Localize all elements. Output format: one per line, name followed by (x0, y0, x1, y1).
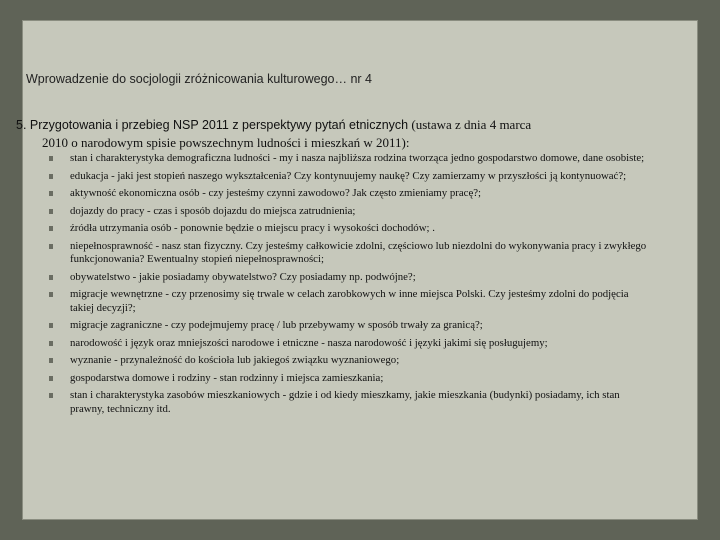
list-item-text: źródła utrzymania osób - ponownie będzie o miejscu pracy i wysokości dochodów; . (70, 222, 435, 234)
census-topics-list (48, 152, 654, 420)
list-item (48, 288, 654, 315)
list-item-text: gospodarstwa domowe i rodziny - stan rodzinny i miejsca zamieszkania; (70, 371, 384, 384)
list-item (48, 170, 654, 184)
list-item (48, 205, 654, 219)
bullet-square-icon (49, 156, 53, 161)
list-item (48, 389, 654, 416)
list-item-text: edukacja - jaki jest stopień naszego wykształcenia? Czy kontynuujemy naukę? Czy zamierzamy w przyszłości ją kontynuować?; (70, 169, 627, 182)
list-item-text: migracje zagraniczne - czy podejmujemy pracę / lub przebywamy w sposób trwały za granicą?; (70, 319, 483, 331)
list-item-text: migracje wewnętrzne - czy przenosimy się trwale w celach zarobkowych w inne miejsca Polski. Czy jesteśmy zdolni do podjęcia takiej decyzji?; (70, 288, 629, 314)
bullet-square-icon (49, 323, 53, 328)
list-item-text: niepełnosprawność - nasz stan fizyczny. Czy jesteśmy całkowicie zdolni, częściowo lub niezdolni do wykonywania pracy i zwykłego funkcjonowania? Ewentualny stopień niepełnosprawności; (70, 239, 647, 265)
bullet-square-icon (49, 358, 53, 363)
section-title (16, 116, 656, 151)
list-item (48, 222, 654, 236)
list-item (48, 187, 654, 201)
bullet-square-icon (49, 244, 53, 249)
list-item (48, 337, 654, 351)
list-item-text: stan i charakterystyka zasobów mieszkaniowych - gdzie i od kiedy mieszkamy, jakie mieszkania (budynki) posiadamy, ich stan prawny, techniczny itd. (70, 389, 620, 415)
list-item (48, 354, 654, 368)
list-item-text: stan i charakterystyka demograficzna ludności - my i nasza najbliższa rodzina tworząca jedno gospodarstwo domowe, dane osobiste; (70, 152, 645, 164)
list-item-text: narodowość i język oraz mniejszości narodowe i etniczne - nasza narodowość i języki jakimi się posługujemy; (70, 336, 548, 349)
list-item-text: aktywność ekonomiczna osób - czy jesteśmy czynni zawodowo? Jak często zmieniamy pracę?; (70, 187, 482, 199)
bullet-square-icon (49, 226, 53, 231)
section-title-law-2: 2010 o narodowym spisie powszechnym ludności i mieszkań w 2011): (42, 135, 410, 150)
list-item (48, 152, 654, 166)
list-item (48, 372, 654, 386)
bullet-square-icon (49, 376, 53, 381)
section-title-main: 5. Przygotowania i przebieg NSP 2011 z perspektywy pytań etnicznych (16, 118, 409, 132)
slide-header: Wprowadzenie do socjologii zróżnicowania kulturowego… nr 4 (26, 72, 373, 86)
bullet-square-icon (49, 209, 53, 214)
list-item-text: dojazdy do pracy - czas i sposób dojazdu do miejsca zatrudnienia; (70, 204, 356, 217)
list-item (48, 319, 654, 333)
list-item (48, 240, 654, 267)
bullet-square-icon (49, 191, 53, 196)
list-item-text: wyznanie - przynależność do kościoła lub jakiegoś związku wyznaniowego; (70, 354, 400, 366)
bullet-square-icon (49, 292, 53, 297)
list-item-text: obywatelstwo - jakie posiadamy obywatelstwo? Czy posiadamy np. podwójne?; (70, 270, 416, 283)
bullet-square-icon (49, 174, 53, 179)
bullet-square-icon (49, 393, 53, 398)
bullet-square-icon (49, 275, 53, 280)
list-item (48, 271, 654, 285)
bullet-square-icon (49, 341, 53, 346)
section-title-law-1: (ustawa z dnia 4 marca (408, 117, 532, 132)
